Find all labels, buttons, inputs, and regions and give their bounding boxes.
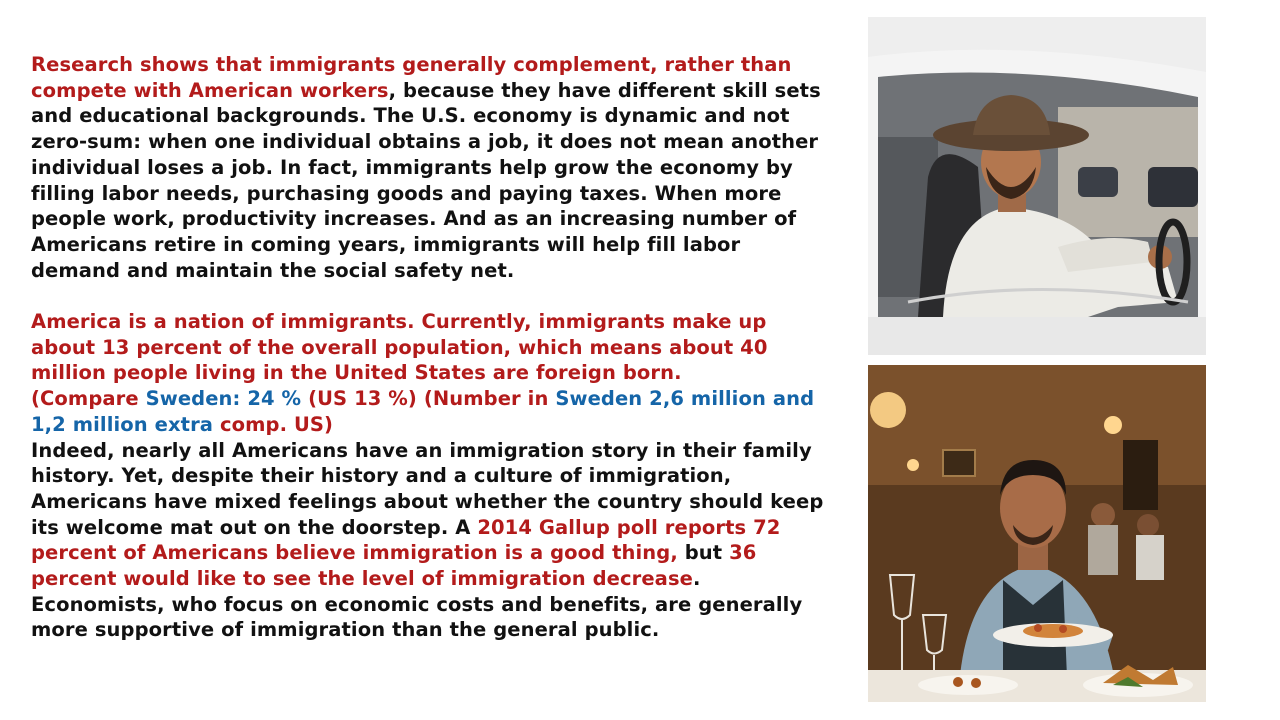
restaurant-waiter-illustration xyxy=(868,365,1206,702)
comparison-close: comp. US) xyxy=(213,412,334,436)
opinion-but: but xyxy=(677,541,730,565)
comparison-sweden-number: Sweden 2,6 million and 1,2 million extra xyxy=(31,387,815,436)
paragraph-sweden-comparison xyxy=(31,386,831,437)
taxi-driver-illustration xyxy=(868,17,1206,355)
comparison-open: (Compare xyxy=(31,387,146,411)
comparison-sweden-percent: Sweden: 24 % xyxy=(145,387,302,411)
comparison-us-percent: (US 13 %) (Number in xyxy=(301,387,556,411)
paragraph-public-opinion xyxy=(31,438,831,644)
paragraph-spacer xyxy=(31,283,831,309)
slide-text xyxy=(31,52,831,643)
opinion-decrease: 36 percent would like to see the level of immigration decrease xyxy=(31,541,757,591)
opinion-gallup-poll: 2014 Gallup poll reports 72 percent of Americans believe immigration is a good thing, xyxy=(31,515,781,565)
paragraph-economy xyxy=(31,52,831,283)
paragraph-nation-of-immigrants: America is a nation of immigrants. Currently, immigrants make up about 13 percent of the overall population, which means about 40 million people living in the United States are foreign born. xyxy=(31,310,768,385)
photo-taxi-driver xyxy=(868,17,1206,355)
opinion-intro: Indeed, nearly all Americans have an immigration story in their family history. Yet, despite their history and a culture of immigration, Americans have mixed feelings about whether the country should keep its welcome mat out on the doorstep. A xyxy=(31,438,824,539)
paragraph-economy-body: , because they have different skill sets and educational backgrounds. The U.S. economy is dynamic and not zero-sum: when one individual obtains a job, it does not mean another individual loses a job. In fact, immigrants help grow the economy by filling labor needs, purchasing goods and paying taxes. When more people work, productivity increases. And as an increasing number of Americans retire in coming years, immigrants will help fill labor demand and maintain the social safety net. xyxy=(31,78,821,282)
paragraph-economy-lead: Research shows that immigrants generally complement, rather than compete with American workers xyxy=(31,53,792,102)
photo-restaurant-waiter xyxy=(868,365,1206,702)
opinion-outro: . Economists, who focus on economic costs and benefits, are generally more supportive of immigration than the general public. xyxy=(31,567,803,642)
